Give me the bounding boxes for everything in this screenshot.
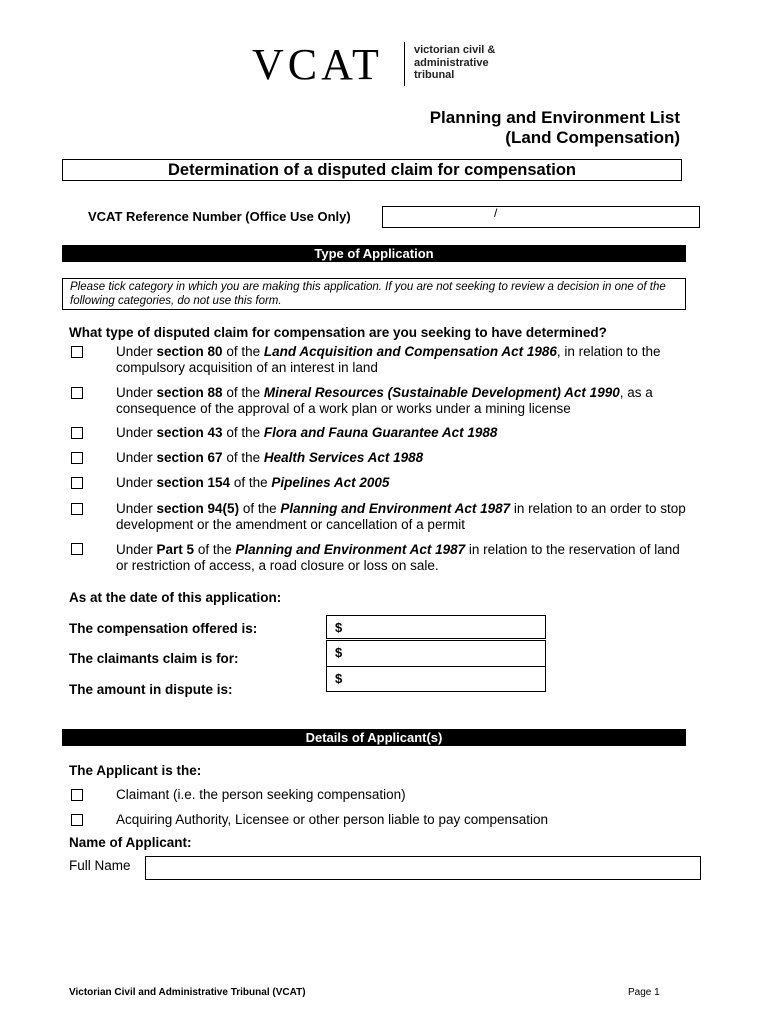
list-title — [430, 108, 680, 148]
option-checkbox-s80[interactable] — [71, 346, 83, 358]
option-post: in relation to the reservation of land or restriction of access, a road closure or loss on sale. — [116, 542, 680, 573]
acquiring-authority-option-label: Acquiring Authority, Licensee or other person liable to pay compensation — [116, 812, 549, 827]
logo-divider — [404, 42, 405, 86]
reference-label: VCAT Reference Number (Office Use Only) — [88, 209, 351, 224]
acquiring-authority-checkbox[interactable] — [71, 814, 83, 826]
list-title-line2: (Land Compensation) — [505, 128, 680, 147]
option-s43 — [116, 425, 686, 441]
option-pre: Under — [116, 344, 157, 359]
name-of-applicant-heading: Name of Applicant: — [69, 835, 192, 850]
option-section: section 67 — [156, 450, 223, 465]
option-s94-5 — [116, 501, 686, 533]
option-act: Planning and Environment Act 1987 — [280, 501, 511, 516]
currency-symbol: $ — [335, 671, 343, 686]
compensation-offered-label: The compensation offered is: — [69, 621, 258, 636]
option-section: section 94(5) — [156, 501, 240, 516]
option-post: , in relation to the compulsory acquisition of an interest in land — [116, 344, 661, 375]
option-mid: of the — [239, 501, 281, 516]
option-pre: Under — [116, 475, 157, 490]
option-pre: Under — [116, 425, 157, 440]
option-s154 — [116, 475, 686, 491]
reference-slash: / — [494, 206, 498, 220]
option-section: section 154 — [156, 475, 231, 490]
option-checkbox-s154[interactable] — [71, 477, 83, 489]
claimant-checkbox[interactable] — [71, 789, 83, 801]
option-section: section 80 — [156, 344, 223, 359]
reference-number-field[interactable] — [382, 206, 700, 228]
full-name-label: Full Name — [69, 858, 131, 873]
option-mid: of the — [230, 475, 272, 490]
vcat-logo: VCAT — [252, 40, 383, 89]
option-mid: of the — [222, 344, 264, 359]
amount-in-dispute-field[interactable] — [326, 666, 546, 692]
logo-caption-line: tribunal — [414, 69, 455, 81]
option-pre: Under — [116, 450, 157, 465]
page-number: Page 1 — [628, 987, 660, 998]
option-section: section 88 — [156, 385, 223, 400]
option-checkbox-s43[interactable] — [71, 427, 83, 439]
option-post: in relation to an order to stop development or the amendment or cancellation of a permit — [116, 501, 686, 532]
option-act: Health Services Act 1988 — [263, 450, 424, 465]
logo-caption — [414, 44, 495, 82]
full-name-field[interactable] — [145, 856, 701, 880]
amount-in-dispute-label: The amount in dispute is: — [69, 682, 233, 697]
option-pre: Under — [116, 501, 157, 516]
logo-caption-line: victorian civil & — [414, 44, 496, 56]
footer-organisation: Victorian Civil and Administrative Tribunal (VCAT) — [69, 987, 306, 998]
option-section: section 43 — [156, 425, 223, 440]
option-act: Flora and Fauna Guarantee Act 1988 — [263, 425, 498, 440]
option-checkbox-s94-5[interactable] — [71, 503, 83, 515]
option-checkbox-s67[interactable] — [71, 452, 83, 464]
option-section: Part 5 — [156, 542, 195, 557]
currency-symbol: $ — [335, 620, 343, 635]
list-title-line1: Planning and Environment List — [429, 108, 680, 127]
option-s88 — [116, 385, 686, 417]
option-act: Mineral Resources (Sustainable Development) Act 1990 — [263, 385, 620, 400]
option-checkbox-s88[interactable] — [71, 387, 83, 399]
logo-caption-line: administrative — [414, 56, 489, 69]
claim-type-question: What type of disputed claim for compensation are you seeking to have determined? — [69, 325, 607, 340]
option-checkbox-part5[interactable] — [71, 543, 83, 555]
claimants-claim-field[interactable] — [326, 640, 546, 667]
claimant-option-label: Claimant (i.e. the person seeking compensation) — [116, 787, 406, 802]
option-mid: of the — [194, 542, 236, 557]
option-mid: of the — [222, 425, 264, 440]
compensation-offered-field[interactable] — [326, 615, 546, 639]
claimants-claim-label: The claimants claim is for: — [69, 651, 239, 666]
option-pre: Under — [116, 542, 157, 557]
option-s80 — [116, 344, 686, 376]
option-act: Land Acquisition and Compensation Act 1986 — [263, 344, 557, 359]
option-post: , as a consequence of the approval of a work plan or works under a mining license — [116, 385, 653, 416]
details-of-applicant-bar: Details of Applicant(s) — [62, 729, 686, 746]
amounts-heading: As at the date of this application: — [69, 590, 282, 605]
option-part5 — [116, 542, 686, 574]
option-mid: of the — [222, 385, 264, 400]
option-act: Planning and Environment Act 1987 — [235, 542, 466, 557]
option-mid: of the — [222, 450, 264, 465]
instruction-note: Please tick category in which you are making this application. If you are not seeking to review a decision in one of the following categories, do not use this form. — [62, 278, 686, 310]
type-of-application-bar: Type of Application — [62, 245, 686, 262]
currency-symbol: $ — [335, 645, 343, 660]
form-title: Determination of a disputed claim for compensation — [62, 159, 682, 181]
option-act: Pipelines Act 2005 — [271, 475, 390, 490]
option-pre: Under — [116, 385, 157, 400]
option-s67 — [116, 450, 686, 466]
applicant-is-heading: The Applicant is the: — [69, 763, 202, 778]
